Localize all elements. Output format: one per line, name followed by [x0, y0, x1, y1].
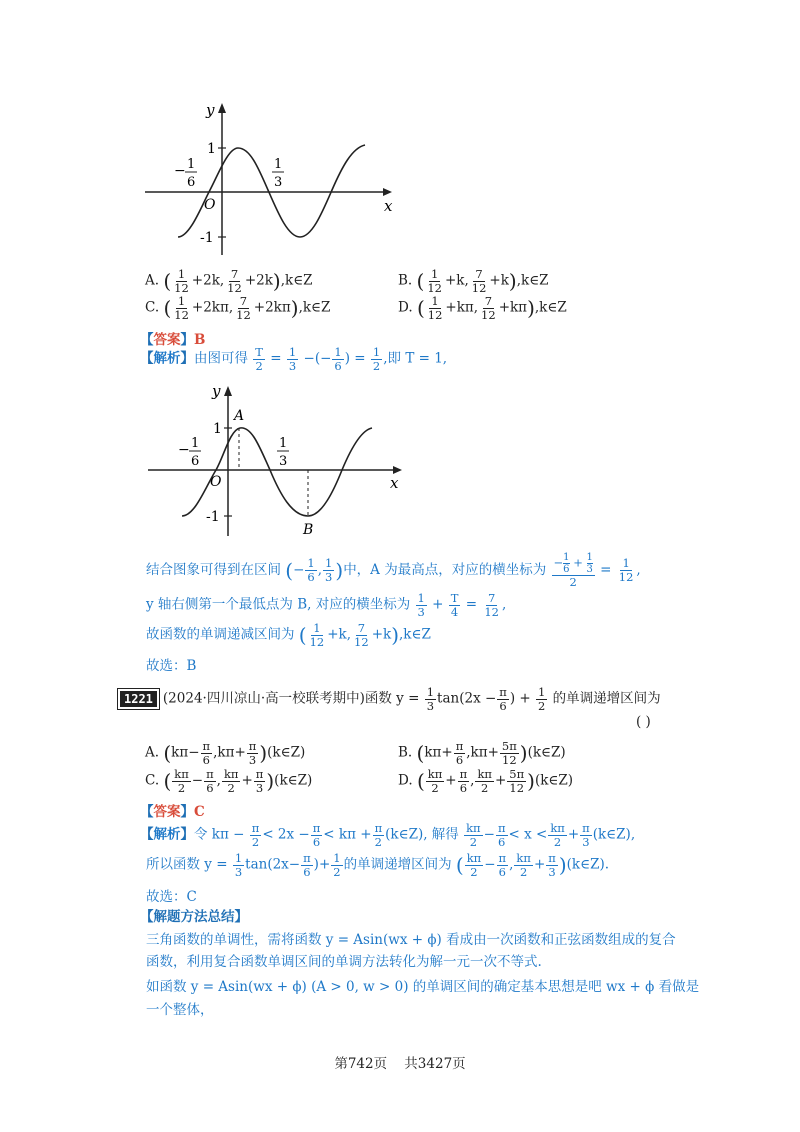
option-c-2[interactable]: C. ( $\frac{k\pi}{2}$ − $\frac{\pi}{6}$ , $\frac{k\pi}{2}$ + $\frac{\pi}{3}$ )(k∈Z): [145, 767, 313, 795]
tick-label-neg1: -1: [200, 230, 214, 246]
frac-left-sign: −: [178, 442, 190, 458]
page-footer: [0, 1052, 800, 1072]
analysis-2-line-1: 【解析】令 kπ − $\frac{\pi}{2}$ < 2x − $\frac{\pi}{6}$ < kπ + $\frac{\pi}{2}$ (k∈Z), 解得 $\frac{k\pi}{2}$ − $\frac{\pi}{6}$ < x < $\frac{k\pi}{2}$ + $\frac{\pi}{3}$ (k∈Z),: [140, 821, 636, 849]
option-d-2[interactable]: D. ( $\frac{k\pi}{2}$ + $\frac{\pi}{6}$ , $\frac{k\pi}{2}$ + $\frac{5\pi}{12}$ )(k∈Z): [398, 767, 574, 795]
x-axis-label: x: [390, 474, 399, 492]
analysis-1-line-2: 结合图象可得到在区间 (− $\frac{1}{6}$ , $\frac{1}{3}$ )中，A 为最高点，对应的横坐标为 − $\frac{1}{6}$ + $\frac{1}{3}$ 2 = $\frac{1}{12}$ ,: [146, 552, 641, 589]
summary-title: 【解题方法总结】: [140, 909, 248, 925]
analysis-2-line-3: 故选：C: [146, 889, 197, 905]
summary-p2: 函数，利用复合函数单调区间的单调方法转化为解一元一次不等式.: [146, 954, 542, 970]
question-1221-stem: 1221 (2024·四川凉山·高一校联考期中)函数 y = $\frac{1}{3}$ tan(2x − $\frac{\pi}{6}$ ) + $\frac{1}{2}$ 的单调递增区间为: [118, 686, 661, 712]
frac-left-den: 6: [187, 175, 196, 190]
option-d[interactable]: D. ( $\frac{1}{12}$ +kπ, $\frac{7}{12}$ +kπ),k∈Z: [398, 294, 567, 322]
tick-label-neg1: -1: [206, 509, 220, 525]
frac-right-den: 3: [274, 175, 283, 190]
summary-p4: 一个整体，: [146, 1002, 214, 1018]
option-c[interactable]: C. ( $\frac{1}{12}$ +2kπ, $\frac{7}{12}$ +2kπ),k∈Z: [145, 294, 331, 322]
analysis-1-line-3: y 轴右侧第一个最低点为 B, 对应的横坐标为 $\frac{1}{3}$ + $\frac{T}{4}$ = $\frac{7}{12}$ ,: [146, 591, 507, 619]
option-b-2[interactable]: B. (kπ+ $\frac{\pi}{6}$ ,kπ+ $\frac{5\pi}{12}$ )(k∈Z): [398, 739, 566, 767]
y-axis-label: y: [212, 382, 221, 400]
answer-blank[interactable]: ( ): [636, 714, 651, 730]
x-axis-label: x: [384, 197, 393, 215]
sine-graph-1: [140, 95, 400, 265]
sine-curve: [178, 145, 365, 237]
analysis-2-line-2: 所以函数 y = $\frac{1}{3}$ tan(2x− $\frac{\pi}{6}$ )+ $\frac{1}{2}$ 的单调递增区间为 ( $\frac{k\pi}{2}$ − $\frac{\pi}{6}$ , $\frac{k\pi}{2}$ + $\frac{\pi}{3}$ )(k∈Z).: [146, 851, 610, 879]
x-axis-arrow: [393, 466, 402, 474]
answer-2: 【答案】C: [140, 804, 205, 820]
summary-p1: 三角函数的单调性，需将函数 y = Asin(wx + ϕ) 看成由一次函数和正弦函数组成的复合: [146, 932, 676, 948]
summary-p3: 如函数 y = Asin(wx + ϕ) (A > 0, w > 0) 的单调区间的确定基本思想是吧 wx + ϕ 看做是: [146, 979, 700, 995]
frac-left-den: 6: [191, 454, 200, 469]
page-number: 第742页: [334, 1056, 388, 1072]
origin-label: O: [204, 197, 216, 213]
tick-label-1: 1: [213, 421, 222, 437]
point-b-label: B: [303, 522, 314, 538]
option-a[interactable]: A. ( $\frac{1}{12}$ +2k, $\frac{7}{12}$ +2k),k∈Z: [145, 267, 313, 295]
frac-left-sign: −: [174, 163, 186, 179]
origin-label: O: [210, 474, 222, 490]
sine-curve: [182, 428, 372, 516]
analysis-1-line-5: 故选：B: [146, 658, 197, 674]
option-a-2[interactable]: A. (kπ− $\frac{\pi}{6}$ ,kπ+ $\frac{\pi}{3}$ )(k∈Z): [145, 739, 306, 767]
x-axis-arrow: [383, 188, 392, 196]
option-b[interactable]: B. ( $\frac{1}{12}$ +k, $\frac{7}{12}$ +k),k∈Z: [398, 267, 549, 295]
analysis-1-line-4: 故函数的单调递减区间为 ( $\frac{1}{12}$ +k, $\frac{7}{12}$ +k),k∈Z: [146, 621, 431, 649]
y-axis-label: y: [206, 101, 215, 119]
y-axis-arrow: [224, 386, 232, 396]
question-number: 1221: [118, 689, 159, 709]
y-axis-arrow: [218, 103, 226, 113]
tick-label-1: 1: [207, 141, 216, 157]
frac-right-num: 1: [274, 157, 283, 172]
page-total: 共3427页: [404, 1056, 466, 1072]
frac-right-num: 1: [279, 436, 288, 451]
sine-graph-2: [140, 378, 410, 543]
frac-left-num: 1: [191, 436, 200, 451]
analysis-1-line-1: 【解析】由图可得 $\frac{T}{2}$ = $\frac{1}{3}$ −(− $\frac{1}{6}$ ) = $\frac{1}{2}$ ,即 T = 1,: [140, 345, 448, 373]
frac-right-den: 3: [279, 454, 288, 469]
frac-left-num: 1: [187, 157, 196, 172]
point-a-label: A: [234, 408, 245, 424]
answer-1: 【答案】B: [140, 332, 206, 348]
